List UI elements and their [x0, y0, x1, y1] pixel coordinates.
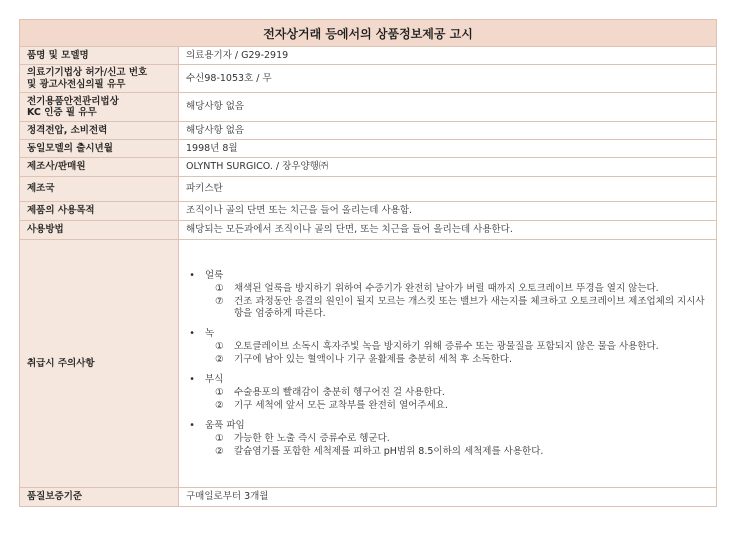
caution-item-text: 오토클레이브 소독시 흑자주빛 녹을 방지하기 위해 증류수 또는 광물질을 포함되지 않은 물을 사용한다.: [234, 341, 659, 352]
product-info-notice: [19, 19, 716, 541]
info-row: [20, 140, 717, 158]
caution-item-number: ②: [215, 354, 224, 365]
row-label: 품질보증기준: [20, 488, 179, 507]
caution-item: [215, 354, 709, 366]
row-label: 제조사/판매원: [20, 158, 179, 177]
caution-item-number: ①: [215, 433, 224, 444]
caution-item-text: 가능한 한 노출 즉시 증류수로 헹군다.: [234, 433, 390, 444]
caution-section-title: 움푹 파임: [205, 419, 245, 431]
info-row: [20, 221, 717, 240]
caution-item-number: ②: [215, 446, 224, 457]
row-label: 제품의 사용목적: [20, 202, 179, 221]
caution-section-title: 부식: [205, 373, 224, 385]
row-value: 조직이나 골의 단면 또는 치근을 들어 올리는데 사용함.: [179, 202, 717, 221]
bullet-icon: •: [189, 373, 195, 385]
row-label: 제조국: [20, 177, 179, 202]
warranty-row: [20, 488, 717, 507]
caution-section-title: 얼룩: [205, 269, 224, 281]
caution-item: [215, 283, 709, 295]
info-row: [20, 202, 717, 221]
row-label: 정격전압, 소비전력: [20, 122, 179, 140]
row-value: 수신98-1053호 / 무: [179, 65, 717, 93]
row-label: 품명 및 모델명: [20, 47, 179, 65]
caution-item-text: 칼슘염기를 포함한 세척제를 피하고 pH범위 8.5이하의 세척제를 사용한다.: [234, 446, 544, 457]
cautions-row: [20, 240, 717, 488]
row-value: [179, 240, 717, 488]
caution-item-number: ②: [215, 400, 224, 411]
caution-section-title: 녹: [205, 327, 215, 339]
bullet-icon: •: [189, 269, 195, 281]
caution-section-heading: [179, 327, 709, 340]
row-label: 사용방법: [20, 221, 179, 240]
info-row: [20, 158, 717, 177]
caution-section: [179, 269, 709, 320]
caution-item: [215, 341, 709, 353]
info-row: [20, 65, 717, 93]
caution-section: [179, 327, 709, 366]
product-info-table: [19, 19, 717, 507]
caution-item-number: ①: [215, 387, 224, 398]
caution-section: [179, 419, 709, 458]
caution-item: [215, 387, 709, 399]
caution-item-number: ①: [215, 341, 224, 352]
caution-item-number: ⑦: [215, 296, 224, 307]
bullet-icon: •: [189, 327, 195, 339]
caution-item: [215, 446, 709, 458]
caution-item-text: 건조 과정동안 응결의 원인이 될지 모르는 개스킷 또는 밸브가 새는지를 체크하고 오토크레이브 제조업체의 지시사항을 엄중하게 따른다.: [234, 296, 705, 319]
bullet-icon: •: [189, 419, 195, 431]
row-label: 취급시 주의사항: [20, 240, 179, 488]
row-value: 의료용기자 / G29-2919: [179, 47, 717, 65]
notice-title: 전자상거래 등에서의 상품정보제공 고시: [20, 20, 717, 47]
caution-item: [215, 433, 709, 445]
caution-section-heading: [179, 419, 709, 432]
caution-section-heading: [179, 373, 709, 386]
row-value: 1998년 8월: [179, 140, 717, 158]
info-row: [20, 122, 717, 140]
caution-item-number: ①: [215, 283, 224, 294]
title-row: [20, 20, 717, 47]
caution-item-text: 기구에 남아 있는 혈액이나 기구 윤활제를 충분히 세척 후 소독한다.: [234, 354, 512, 365]
caution-item: [215, 400, 709, 412]
row-value: 해당되는 모든과에서 조직이나 골의 단면, 또는 치근을 들어 올리는데 사용한다.: [179, 221, 717, 240]
row-value: OLYNTH SURGICO. / 장우양행㈜: [179, 158, 717, 177]
caution-item-text: 기구 세척에 앞서 모든 교착부를 완전히 열어주세요.: [234, 400, 448, 411]
caution-section: [179, 373, 709, 412]
info-row: [20, 93, 717, 122]
row-value: 해당사항 없음: [179, 93, 717, 122]
row-label: 전기용품안전관리법상 KC 인증 필 유무: [20, 93, 179, 122]
info-row: [20, 177, 717, 202]
info-row: [20, 47, 717, 65]
row-value: 구매일로부터 3개월: [179, 488, 717, 507]
row-value: 해당사항 없음: [179, 122, 717, 140]
row-label: 의료기기법상 허가/신고 번호 및 광고사전심의필 유무: [20, 65, 179, 93]
caution-item: [215, 296, 709, 320]
row-label: 동일모델의 출시년월: [20, 140, 179, 158]
cautions-list: [179, 265, 716, 462]
caution-item-text: 채색된 얼룩을 방지하기 위하여 수증기가 완전히 날아가 버릴 때까지 오토크레이브 뚜경을 열지 않는다.: [234, 283, 659, 294]
caution-item-text: 수술용포의 빨래감이 충분히 헹구어진 걸 사용한다.: [234, 387, 445, 398]
row-value: 파키스탄: [179, 177, 717, 202]
caution-section-heading: [179, 269, 709, 282]
